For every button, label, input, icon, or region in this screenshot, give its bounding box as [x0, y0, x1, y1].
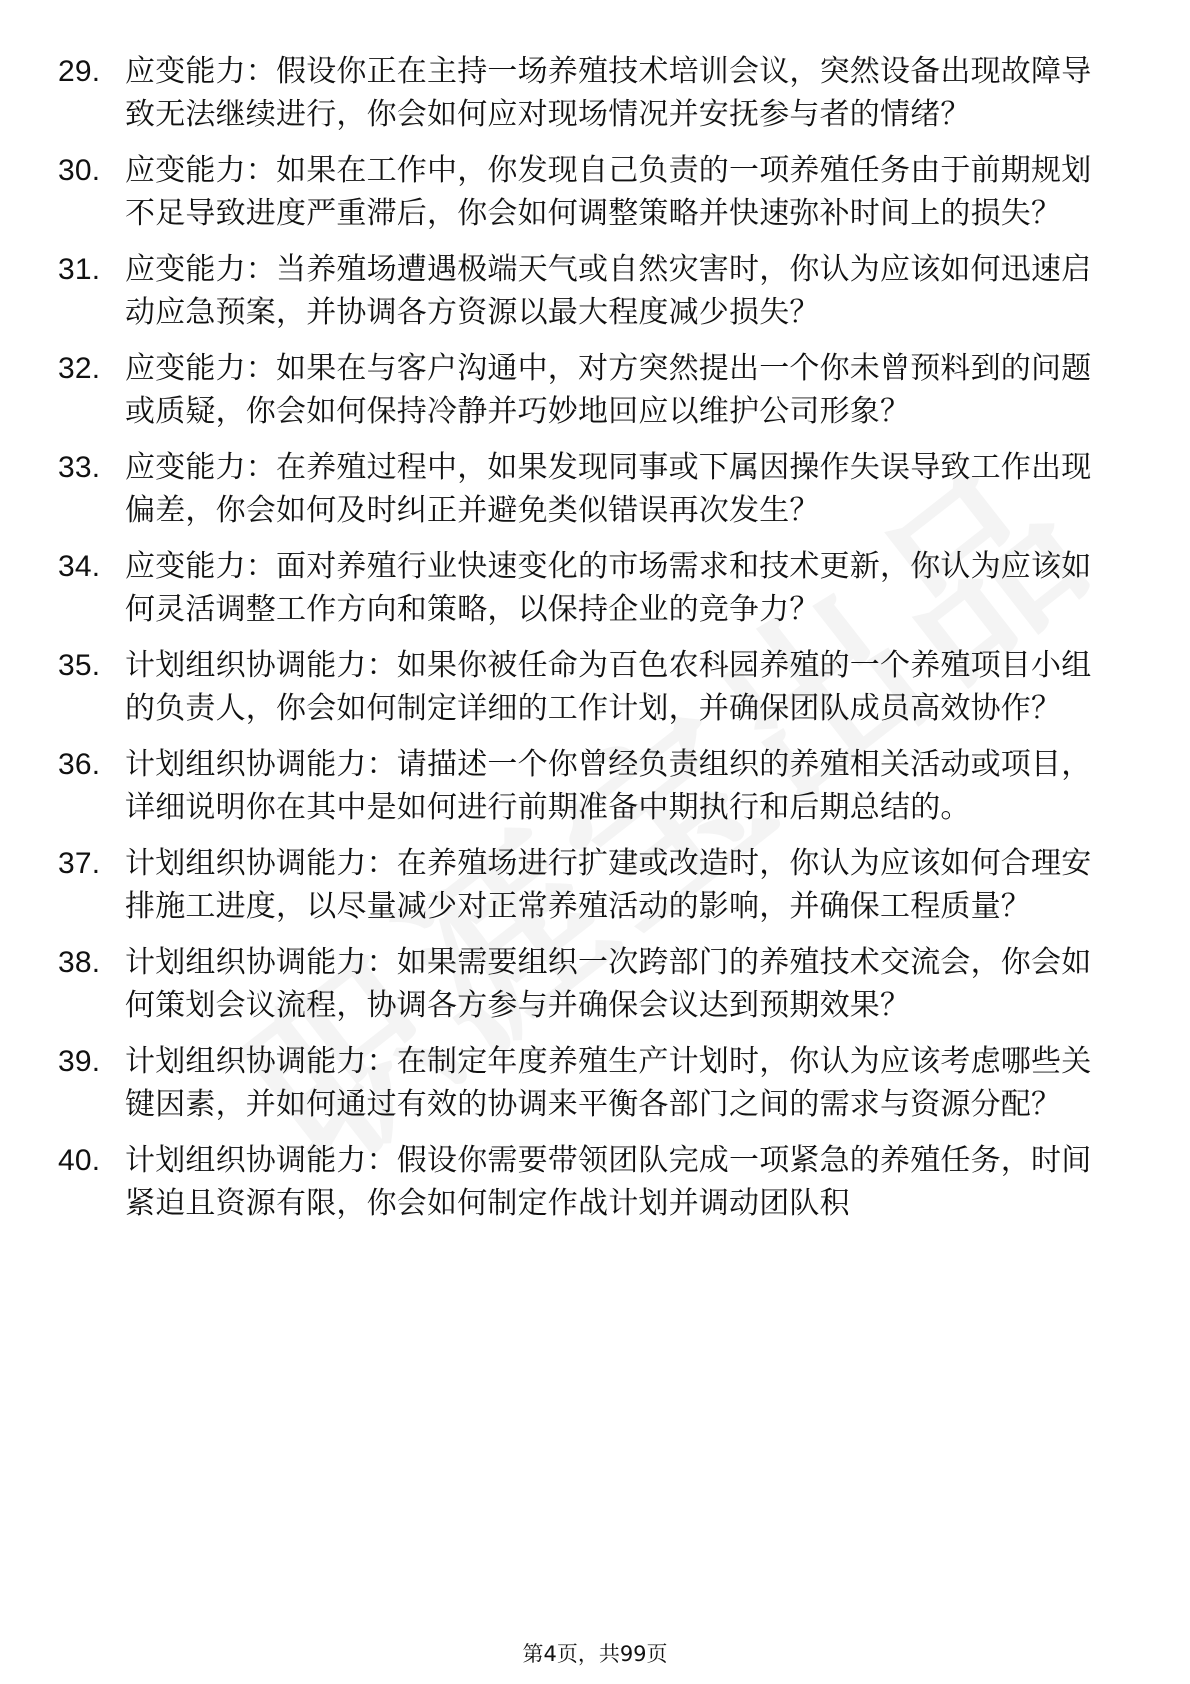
question-item: [58, 842, 1120, 928]
question-text: 应变能力：面对养殖行业快速变化的市场需求和技术更新，你认为应该如何灵活调整工作方向和策略，以保持企业的竞争力？: [125, 549, 1092, 627]
question-number: 33.: [58, 451, 101, 484]
page-footer: 第4页，共99页: [522, 1642, 668, 1666]
question-number: 36.: [58, 748, 101, 781]
question-item: [58, 644, 1120, 730]
question-number: 30.: [58, 154, 101, 187]
question-text: 应变能力：假设你正在主持一场养殖技术培训会议，突然设备出现故障导致无法继续进行，你会如何应对现场情况并安抚参与者的情绪？: [125, 54, 1092, 132]
question-text: 计划组织协调能力：假设你需要带领团队完成一项紧急的养殖任务，时间紧迫且资源有限，你会如何制定作战计划并调动团队积: [125, 1143, 1092, 1221]
question-number: 34.: [58, 550, 101, 583]
question-text: 应变能力：如果在与客户沟通中，对方突然提出一个你未曾预料到的问题或质疑，你会如何保持冷静并巧妙地回应以维护公司形象？: [125, 351, 1092, 429]
question-text: 计划组织协调能力：如果你被任命为百色农科园养殖的一个养殖项目小组的负责人，你会如何制定详细的工作计划，并确保团队成员高效协作？: [125, 648, 1092, 726]
question-item: [58, 1040, 1120, 1126]
question-item: [58, 50, 1120, 136]
question-item: [58, 149, 1120, 235]
question-list: [58, 50, 1120, 1238]
question-text: 计划组织协调能力：请描述一个你曾经负责组织的养殖相关活动或项目，详细说明你在其中是如何进行前期准备中期执行和后期总结的。: [125, 747, 1092, 825]
question-item: [58, 248, 1120, 334]
question-text: 计划组织协调能力：在养殖场进行扩建或改造时，你认为应该如何合理安排施工进度，以尽量减少对正常养殖活动的影响，并确保工程质量？: [125, 846, 1092, 924]
question-text: 应变能力：当养殖场遭遇极端天气或自然灾害时，你认为应该如何迅速启动应急预案，并协调各方资源以最大程度减少损失？: [125, 252, 1092, 330]
question-text: 计划组织协调能力：在制定年度养殖生产计划时，你认为应该考虑哪些关键因素，并如何通过有效的协调来平衡各部门之间的需求与资源分配？: [125, 1044, 1092, 1122]
question-number: 40.: [58, 1144, 101, 1177]
question-text: 应变能力：如果在工作中，你发现自己负责的一项养殖任务由于前期规划不足导致进度严重滞后，你会如何调整策略并快速弥补时间上的损失？: [125, 153, 1092, 231]
question-item: [58, 347, 1120, 433]
question-item: [58, 941, 1120, 1027]
question-text: 计划组织协调能力：如果需要组织一次跨部门的养殖技术交流会，你会如何策划会议流程，协调各方参与并确保会议达到预期效果？: [125, 945, 1092, 1023]
question-number: 32.: [58, 352, 101, 385]
question-text: 应变能力：在养殖过程中，如果发现同事或下属因操作失误导致工作出现偏差，你会如何及时纠正并避免类似错误再次发生？: [125, 450, 1092, 528]
question-number: 39.: [58, 1045, 101, 1078]
question-item: [58, 1139, 1120, 1225]
question-number: 35.: [58, 649, 101, 682]
question-item: [58, 545, 1120, 631]
question-number: 38.: [58, 946, 101, 979]
question-number: 31.: [58, 253, 101, 286]
question-item: [58, 446, 1120, 532]
question-item: [58, 743, 1120, 829]
question-number: 29.: [58, 55, 101, 88]
question-number: 37.: [58, 847, 101, 880]
